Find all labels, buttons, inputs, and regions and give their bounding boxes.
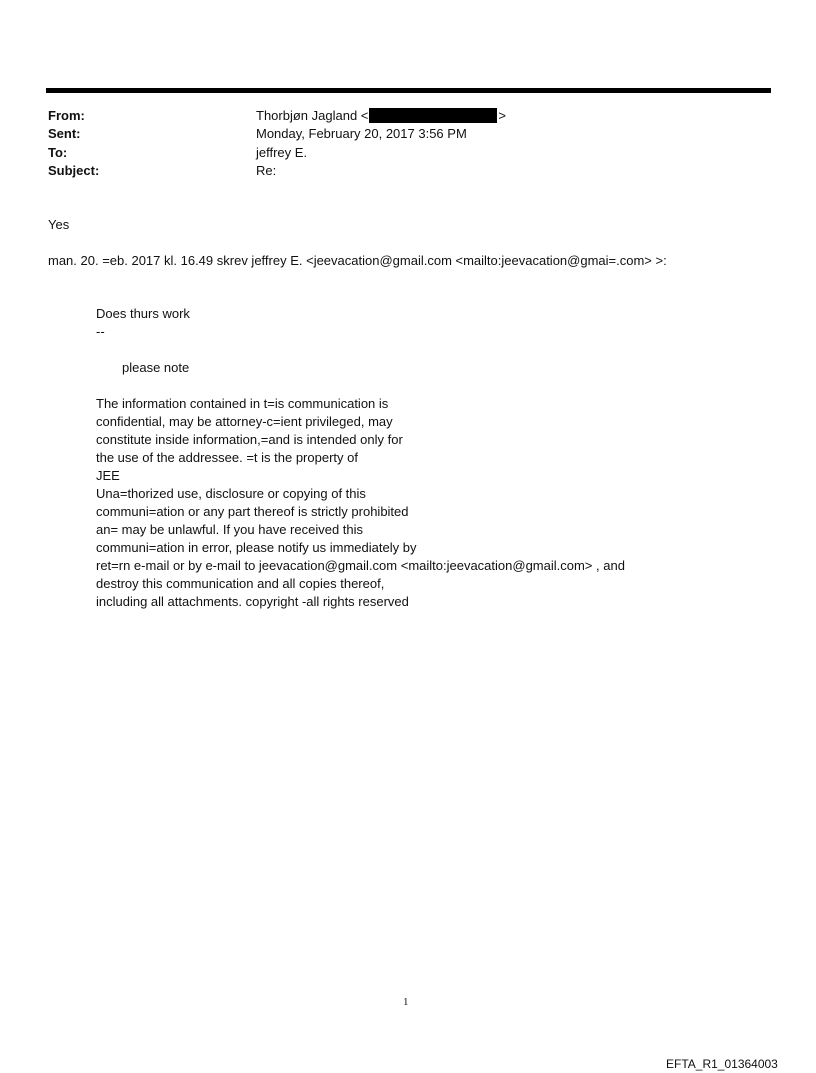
disclaimer-line: confidential, may be attorney-c=ient privileged, may <box>96 414 393 429</box>
to-value: jeffrey E. <box>256 145 308 160</box>
from-label: From: <box>48 108 85 123</box>
disclaimer-line: constitute inside information,=and is intended only for <box>96 432 403 447</box>
please-note: please note <box>122 360 190 375</box>
to-label: To: <box>48 145 68 160</box>
redaction-box <box>369 108 497 123</box>
from-name: Thorbjøn Jagland <box>256 108 358 123</box>
disclaimer-line: JEE <box>96 468 120 483</box>
from-close: > <box>498 108 506 123</box>
quoted-question: Does thurs work <box>96 306 190 321</box>
from-open: < <box>360 108 369 123</box>
disclaimer-line: the use of the addressee. =t is the property of <box>96 450 358 465</box>
disclaimer-line: communi=ation in error, please notify us immediately by <box>96 540 417 555</box>
subject-value: Re: <box>256 163 277 178</box>
header-rule <box>46 88 771 93</box>
subject-label: Subject: <box>48 163 100 178</box>
quote-intro: man. 20. =eb. 2017 kl. 16.49 skrev jeffrey E. <jeevacation@gmail.com <mailto:jeevacation@gmai=.com> >: <box>48 253 667 268</box>
disclaimer-line: The information contained in t=is communication is <box>96 396 389 411</box>
disclaimer-line: including all attachments. copyright -all rights reserved <box>96 594 409 609</box>
reply-text: Yes <box>48 217 70 232</box>
sent-label: Sent: <box>48 126 81 141</box>
disclaimer-line: ret=rn e-mail or by e-mail to jeevacation@gmail.com <mailto:jeevacation@gmail.com> , and <box>96 558 625 573</box>
disclaimer-line: communi=ation or any part thereof is strictly prohibited <box>96 504 409 519</box>
disclaimer-line: Una=thorized use, disclosure or copying of this <box>96 486 366 501</box>
page-number: 1 <box>403 996 409 1008</box>
disclaimer-line: destroy this communication and all copies thereof, <box>96 576 385 591</box>
from-value <box>256 108 506 123</box>
bates-number: EFTA_R1_01364003 <box>666 1057 778 1071</box>
signature-separator: -- <box>96 324 105 339</box>
sent-value: Monday, February 20, 2017 3:56 PM <box>256 126 467 141</box>
disclaimer-line: an= may be unlawful. If you have received this <box>96 522 364 537</box>
